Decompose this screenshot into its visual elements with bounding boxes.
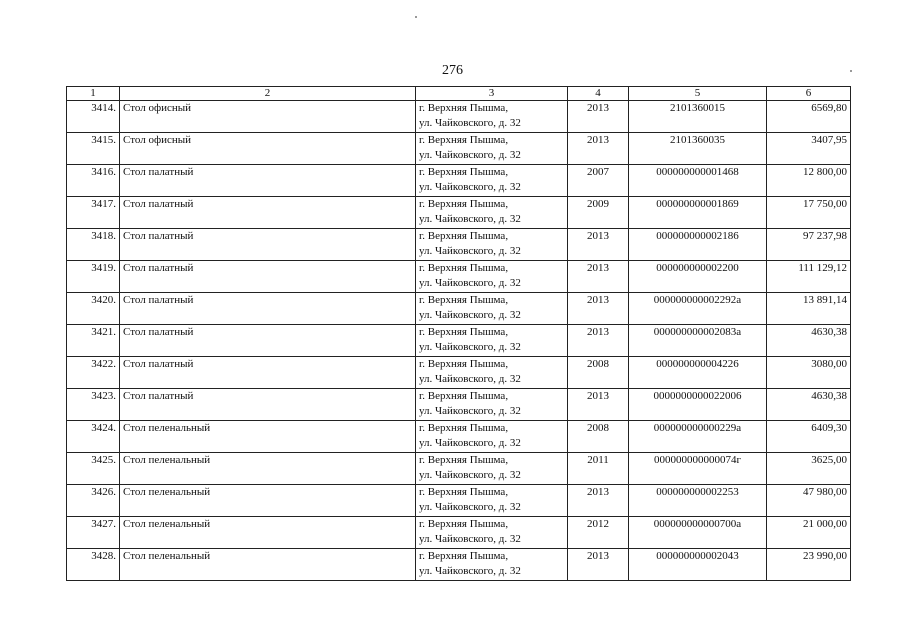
address-text: ул. Чайковского, д. 32 xyxy=(419,181,521,193)
cost-text: 3407,95 xyxy=(811,134,847,146)
cost-cell xyxy=(767,389,851,421)
inventory-number-cell xyxy=(629,485,767,517)
table-row xyxy=(67,261,851,293)
address-text: г. Верхняя Пышма, xyxy=(419,390,509,402)
address-text: ул. Чайковского, д. 32 xyxy=(419,213,521,225)
table-row xyxy=(67,453,851,485)
address-text: ул. Чайковского, д. 32 xyxy=(419,341,521,353)
inventory-number-cell xyxy=(629,549,767,581)
year-cell xyxy=(568,165,629,197)
item-name-cell xyxy=(120,517,416,549)
cost-text: 97 237,98 xyxy=(803,230,847,242)
cost-cell xyxy=(767,357,851,389)
address-cell xyxy=(416,293,568,325)
address-text: ул. Чайковского, д. 32 xyxy=(419,501,521,513)
cost-cell xyxy=(767,165,851,197)
row-number-cell xyxy=(67,165,120,197)
address-text: г. Верхняя Пышма, xyxy=(419,422,509,434)
table-row xyxy=(67,101,851,133)
table-header-row xyxy=(67,87,851,101)
table-row xyxy=(67,517,851,549)
row-number-text: 3423. xyxy=(91,390,116,402)
address-text: ул. Чайковского, д. 32 xyxy=(419,533,521,545)
table-row xyxy=(67,549,851,581)
item-name-text: Стол палатный xyxy=(123,326,194,338)
address-cell xyxy=(416,485,568,517)
cost-cell xyxy=(767,517,851,549)
row-number-cell xyxy=(67,101,120,133)
inventory-number-text: 000000000000700а xyxy=(653,518,742,530)
row-number-cell xyxy=(67,389,120,421)
row-number-cell xyxy=(67,229,120,261)
inventory-number-cell xyxy=(629,229,767,261)
cost-cell xyxy=(767,133,851,165)
address-text: г. Верхняя Пышма, xyxy=(419,230,509,242)
cost-text: 3080,00 xyxy=(811,358,847,370)
inventory-number-cell xyxy=(629,261,767,293)
address-cell xyxy=(416,389,568,421)
item-name-cell xyxy=(120,197,416,229)
address-text: ул. Чайковского, д. 32 xyxy=(419,245,521,257)
year-cell xyxy=(568,517,629,549)
item-name-cell xyxy=(120,165,416,197)
address-cell xyxy=(416,229,568,261)
cost-text: 17 750,00 xyxy=(803,198,847,210)
cost-cell xyxy=(767,261,851,293)
inventory-number-text: 000000000001869 xyxy=(656,198,739,210)
item-name-text: Стол палатный xyxy=(123,198,194,210)
year-cell xyxy=(568,485,629,517)
year-text: 2013 xyxy=(587,390,609,402)
item-name-cell xyxy=(120,453,416,485)
address-cell xyxy=(416,421,568,453)
address-cell xyxy=(416,261,568,293)
cost-text: 6569,80 xyxy=(811,102,847,114)
address-text: ул. Чайковского, д. 32 xyxy=(419,437,521,449)
row-number-text: 3415. xyxy=(91,134,116,146)
item-name-text: Стол офисный xyxy=(123,134,192,146)
year-cell xyxy=(568,421,629,453)
cost-text: 6409,30 xyxy=(811,422,847,434)
item-name-text: Стол пеленальный xyxy=(123,422,211,434)
inventory-number-cell xyxy=(629,197,767,229)
year-text: 2009 xyxy=(587,198,609,210)
table-row xyxy=(67,133,851,165)
address-text: г. Верхняя Пышма, xyxy=(419,198,509,210)
cost-text: 3625,00 xyxy=(811,454,847,466)
column-header: 1 xyxy=(67,87,120,101)
cost-cell xyxy=(767,229,851,261)
item-name-cell xyxy=(120,357,416,389)
item-name-cell xyxy=(120,389,416,421)
row-number-cell xyxy=(67,453,120,485)
address-text: ул. Чайковского, д. 32 xyxy=(419,405,521,417)
item-name-text: Стол палатный xyxy=(123,390,194,402)
cost-text: 4630,38 xyxy=(811,390,847,402)
address-text: ул. Чайковского, д. 32 xyxy=(419,309,521,321)
row-number-cell xyxy=(67,197,120,229)
cost-cell xyxy=(767,421,851,453)
cost-cell xyxy=(767,293,851,325)
year-text: 2008 xyxy=(587,358,609,370)
row-number-text: 3424. xyxy=(91,422,116,434)
cost-cell xyxy=(767,549,851,581)
year-cell xyxy=(568,293,629,325)
row-number-text: 3422. xyxy=(91,358,116,370)
inventory-number-text: 2101360015 xyxy=(670,102,725,114)
cost-text: 111 129,12 xyxy=(798,262,847,274)
row-number-text: 3414. xyxy=(91,102,116,114)
address-cell xyxy=(416,517,568,549)
inventory-number-text: 000000000002083а xyxy=(653,326,742,338)
item-name-cell xyxy=(120,133,416,165)
address-text: г. Верхняя Пышма, xyxy=(419,102,509,114)
year-text: 2013 xyxy=(587,550,609,562)
inventory-number-text: 000000000002253 xyxy=(656,486,739,498)
item-name-cell xyxy=(120,229,416,261)
column-header: 3 xyxy=(416,87,568,101)
row-number-cell xyxy=(67,133,120,165)
year-text: 2013 xyxy=(587,262,609,274)
address-cell xyxy=(416,325,568,357)
address-text: ул. Чайковского, д. 32 xyxy=(419,149,521,161)
page-number: 276 xyxy=(442,63,463,78)
address-text: г. Верхняя Пышма, xyxy=(419,454,509,466)
table-row xyxy=(67,421,851,453)
address-text: ул. Чайковского, д. 32 xyxy=(419,277,521,289)
year-cell xyxy=(568,229,629,261)
address-text: ул. Чайковского, д. 32 xyxy=(419,565,521,577)
cost-cell xyxy=(767,197,851,229)
item-name-text: Стол пеленальный xyxy=(123,518,211,530)
inventory-number-cell xyxy=(629,325,767,357)
cost-text: 23 990,00 xyxy=(803,550,847,562)
row-number-cell xyxy=(67,293,120,325)
row-number-text: 3417. xyxy=(91,198,116,210)
address-cell xyxy=(416,549,568,581)
row-number-text: 3416. xyxy=(91,166,116,178)
year-text: 2012 xyxy=(587,518,609,530)
address-text: г. Верхняя Пышма, xyxy=(419,358,509,370)
year-text: 2007 xyxy=(587,166,609,178)
row-number-cell xyxy=(67,325,120,357)
year-cell xyxy=(568,549,629,581)
item-name-cell xyxy=(120,325,416,357)
row-number-cell xyxy=(67,421,120,453)
address-text: г. Верхняя Пышма, xyxy=(419,518,509,530)
address-text: ул. Чайковского, д. 32 xyxy=(419,117,521,129)
year-text: 2013 xyxy=(587,326,609,338)
inventory-number-cell xyxy=(629,165,767,197)
item-name-cell xyxy=(120,421,416,453)
cost-cell xyxy=(767,453,851,485)
row-number-cell xyxy=(67,357,120,389)
inventory-number-cell xyxy=(629,389,767,421)
item-name-text: Стол пеленальный xyxy=(123,486,211,498)
item-name-text: Стол палатный xyxy=(123,262,194,274)
year-cell xyxy=(568,325,629,357)
address-text: г. Верхняя Пышма, xyxy=(419,166,509,178)
table-row xyxy=(67,357,851,389)
item-name-text: Стол офисный xyxy=(123,102,192,114)
year-cell xyxy=(568,133,629,165)
inventory-number-cell xyxy=(629,517,767,549)
item-name-text: Стол пеленальный xyxy=(123,454,211,466)
inventory-number-text: 000000000002200 xyxy=(656,262,739,274)
address-text: г. Верхняя Пышма, xyxy=(419,294,509,306)
row-number-text: 3421. xyxy=(91,326,116,338)
table-row xyxy=(67,229,851,261)
address-cell xyxy=(416,101,568,133)
inventory-table xyxy=(66,86,851,581)
item-name-text: Стол палатный xyxy=(123,230,194,242)
year-cell xyxy=(568,197,629,229)
column-header: 6 xyxy=(767,87,851,101)
inventory-number-text: 000000000002186 xyxy=(656,230,739,242)
row-number-cell xyxy=(67,517,120,549)
scan-speck xyxy=(415,16,417,18)
year-cell xyxy=(568,261,629,293)
table-row xyxy=(67,165,851,197)
year-text: 2013 xyxy=(587,294,609,306)
scan-speck xyxy=(850,70,852,72)
row-number-text: 3418. xyxy=(91,230,116,242)
item-name-cell xyxy=(120,101,416,133)
table-row xyxy=(67,389,851,421)
item-name-text: Стол палатный xyxy=(123,294,194,306)
address-text: г. Верхняя Пышма, xyxy=(419,486,509,498)
row-number-text: 3425. xyxy=(91,454,116,466)
inventory-number-text: 000000000004226 xyxy=(656,358,739,370)
inventory-number-cell xyxy=(629,101,767,133)
item-name-cell xyxy=(120,293,416,325)
column-header: 4 xyxy=(568,87,629,101)
address-cell xyxy=(416,165,568,197)
year-cell xyxy=(568,357,629,389)
table-row xyxy=(67,293,851,325)
cost-cell xyxy=(767,485,851,517)
inventory-number-cell xyxy=(629,133,767,165)
inventory-number-text: 000000000001468 xyxy=(656,166,739,178)
address-text: г. Верхняя Пышма, xyxy=(419,550,509,562)
column-header: 2 xyxy=(120,87,416,101)
row-number-text: 3426. xyxy=(91,486,116,498)
inventory-number-cell xyxy=(629,421,767,453)
inventory-number-cell xyxy=(629,357,767,389)
item-name-cell xyxy=(120,485,416,517)
item-name-text: Стол палатный xyxy=(123,166,194,178)
year-cell xyxy=(568,101,629,133)
inventory-number-cell xyxy=(629,453,767,485)
cost-cell xyxy=(767,325,851,357)
address-cell xyxy=(416,133,568,165)
year-text: 2013 xyxy=(587,134,609,146)
inventory-number-text: 2101360035 xyxy=(670,134,725,146)
address-text: ул. Чайковского, д. 32 xyxy=(419,469,521,481)
cost-cell xyxy=(767,101,851,133)
row-number-cell xyxy=(67,261,120,293)
inventory-number-text: 000000000002292а xyxy=(653,294,742,306)
item-name-cell xyxy=(120,549,416,581)
cost-text: 4630,38 xyxy=(811,326,847,338)
cost-text: 21 000,00 xyxy=(803,518,847,530)
column-header: 5 xyxy=(629,87,767,101)
cost-text: 13 891,14 xyxy=(803,294,847,306)
address-text: ул. Чайковского, д. 32 xyxy=(419,373,521,385)
year-text: 2011 xyxy=(587,454,609,466)
year-cell xyxy=(568,453,629,485)
table-row xyxy=(67,197,851,229)
row-number-text: 3419. xyxy=(91,262,116,274)
year-cell xyxy=(568,389,629,421)
cost-text: 47 980,00 xyxy=(803,486,847,498)
item-name-text: Стол пеленальный xyxy=(123,550,211,562)
address-text: г. Верхняя Пышма, xyxy=(419,326,509,338)
row-number-cell xyxy=(67,485,120,517)
year-text: 2008 xyxy=(587,422,609,434)
address-text: г. Верхняя Пышма, xyxy=(419,262,509,274)
item-name-cell xyxy=(120,261,416,293)
year-text: 2013 xyxy=(587,486,609,498)
address-text: г. Верхняя Пышма, xyxy=(419,134,509,146)
address-cell xyxy=(416,197,568,229)
item-name-text: Стол палатный xyxy=(123,358,194,370)
year-text: 2013 xyxy=(587,102,609,114)
inventory-number-text: 000000000000074г xyxy=(653,454,741,466)
address-cell xyxy=(416,357,568,389)
address-cell xyxy=(416,453,568,485)
row-number-text: 3427. xyxy=(91,518,116,530)
inventory-number-text: 0000000000022006 xyxy=(653,390,742,402)
row-number-text: 3420. xyxy=(91,294,116,306)
cost-text: 12 800,00 xyxy=(803,166,847,178)
table-row xyxy=(67,485,851,517)
inventory-number-text: 000000000000229а xyxy=(653,422,742,434)
year-text: 2013 xyxy=(587,230,609,242)
table-row xyxy=(67,325,851,357)
row-number-text: 3428. xyxy=(91,550,116,562)
row-number-cell xyxy=(67,549,120,581)
inventory-number-cell xyxy=(629,293,767,325)
inventory-number-text: 000000000002043 xyxy=(656,550,739,562)
